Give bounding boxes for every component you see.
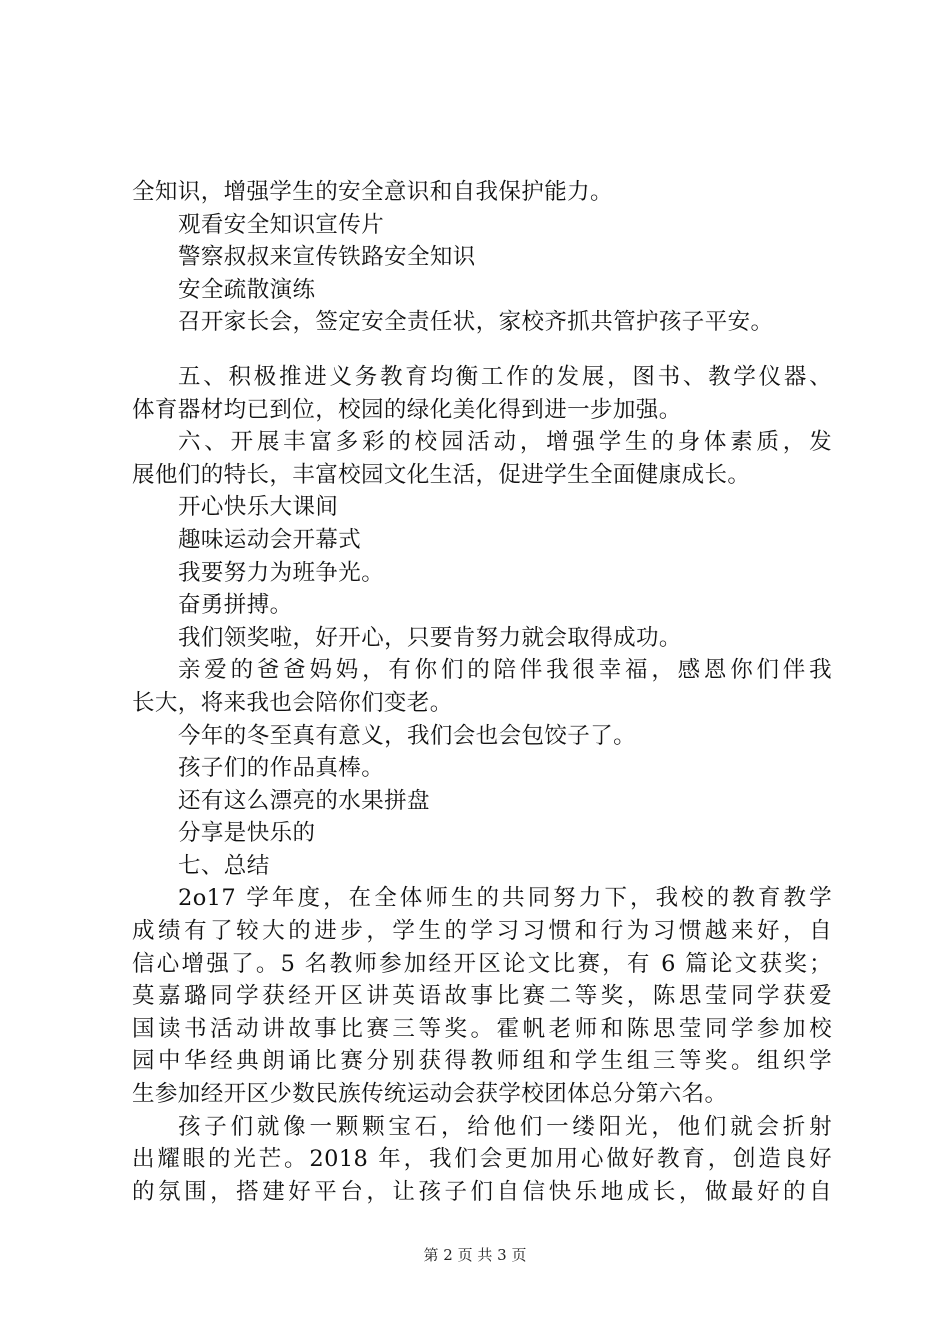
text-line: 出耀眼的光芒。2018 年，我们会更加用心做好教育，创造良好 [132,1146,832,1173]
text-line: 长大，将来我也会陪你们变老。 [132,689,453,716]
paragraph-gap [132,339,832,361]
text-line: 今年的冬至真有意义，我们会也会包饺子了。 [178,722,637,749]
text-line: 趣味运动会开幕式 [178,526,362,553]
text-line: 七、总结 [178,852,270,879]
text-line: 六、开展丰富多彩的校园活动，增强学生的身体素质，发 [178,429,832,456]
text-line: 成绩有了较大的进步，学生的学习习惯和行为习惯越来好，自 [132,918,832,945]
text-line: 观看安全知识宣传片 [178,211,385,238]
text-line: 2o17 学年度，在全体师生的共同努力下，我校的教育教学 [178,885,832,912]
text-line: 安全疏散演练 [178,276,316,303]
text-line: 莫嘉璐同学获经开区讲英语故事比赛二等奖，陈思莹同学获爱 [132,983,832,1010]
document-body [132,176,832,1208]
text-line: 的氛围，搭建好平台，让孩子们自信快乐地成长，做最好的自 [132,1178,832,1205]
text-line: 孩子们的作品真棒。 [178,755,385,782]
text-line: 分享是快乐的 [178,820,316,847]
text-line: 亲爱的爸爸妈妈，有你们的陪伴我很幸福，感恩你们伴我 [178,657,832,684]
text-line: 国读书活动讲故事比赛三等奖。霍帆老师和陈思莹同学参加校 [132,1015,832,1042]
text-line: 信心增强了。5 名教师参加经开区论文比赛，有 6 篇论文获奖； [132,950,832,977]
text-line: 展他们的特长，丰富校园文化生活，促进学生全面健康成长。 [132,461,751,488]
text-line: 召开家长会，签定安全责任状，家校齐抓共管护孩子平安。 [178,309,774,336]
text-line: 警察叔叔来宣传铁路安全知识 [178,244,476,271]
text-line: 园中华经典朗诵比赛分别获得教师组和学生组三等奖。组织学 [132,1048,832,1075]
page-footer: 第 2 页 共 3 页 [423,1246,527,1264]
text-line: 全知识，增强学生的安全意识和自我保护能力。 [132,179,613,205]
text-line: 生参加经开区少数民族传统运动会获学校团体总分第六名。 [132,1081,728,1108]
text-line: 奋勇拼搏。 [178,592,293,619]
text-line: 开心快乐大课间 [178,494,339,521]
text-line: 体育器材均已到位，校园的绿化美化得到进一步加强。 [132,396,682,423]
text-line: 还有这么漂亮的水果拼盘 [178,787,430,814]
text-line: 我们领奖啦，好开心，只要肯努力就会取得成功。 [178,624,682,651]
text-line: 我要努力为班争光。 [178,559,385,586]
text-line: 孩子们就像一颗颗宝石，给他们一缕阳光，他们就会折射 [178,1113,832,1140]
text-line: 五、积极推进义务教育均衡工作的发展，图书、教学仪器、 [178,363,832,390]
